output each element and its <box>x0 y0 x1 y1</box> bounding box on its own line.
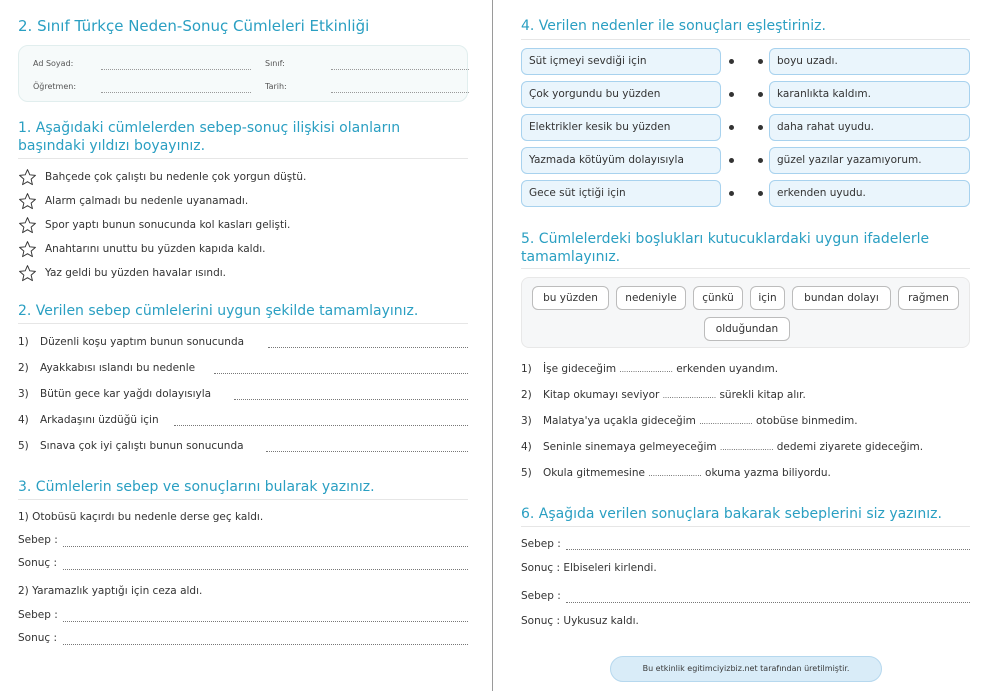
star-icon[interactable] <box>18 168 37 187</box>
cause-box[interactable]: Gece süt içtiği için <box>521 180 721 207</box>
section1-heading: 1. Aşağıdaki cümlelerden sebep-sonuç ilişkisi olanların başındaki yıldızı boyayınız. <box>18 120 401 154</box>
cause-label: Sebep : <box>521 538 561 550</box>
sentence-before: Malatya'ya uçakla gideceğim <box>543 415 696 427</box>
answer-line[interactable] <box>234 399 468 400</box>
effect-box[interactable]: erkenden uyudu. <box>769 180 970 207</box>
item-number: 3) <box>521 415 532 427</box>
sentence-before: Okula gitmemesine <box>543 467 645 479</box>
blank[interactable]: ........................ <box>662 392 717 400</box>
star-icon[interactable] <box>18 264 37 283</box>
section3-rule <box>18 499 468 500</box>
student-info-box <box>18 45 468 102</box>
right-column <box>521 0 971 691</box>
item-text: Arkadaşını üzdüğü için <box>40 414 159 426</box>
sentence-after: erkenden uyandım. <box>676 363 779 375</box>
item-number: 4) <box>18 414 29 426</box>
star-item[interactable] <box>18 263 226 283</box>
blank[interactable]: ........................ <box>699 418 753 426</box>
star-item-text: Spor yaptı bunun sonucunda kol kasları gelişti. <box>45 219 291 231</box>
word-chip[interactable]: nedeniyle <box>616 286 686 310</box>
section6-rule <box>521 526 970 527</box>
item-number: 1) <box>18 336 29 348</box>
section2-rule <box>18 323 468 324</box>
answer-line[interactable] <box>266 451 468 452</box>
left-column <box>18 0 468 691</box>
section2-heading: 2. Verilen sebep cümlelerini uygun şekilde tamamlayınız. <box>18 303 419 319</box>
sentence-before: Seninle sinemaya gelmeyeceğim <box>543 441 717 453</box>
section6-heading: 6. Aşağıda verilen sonuçlara bakarak sebeplerini siz yazınız. <box>521 506 942 522</box>
effect-match-dot[interactable] <box>758 158 763 163</box>
blank-sentence <box>521 415 970 431</box>
footer-credit[interactable]: Bu etkinlik egitimciyizbiz.net tarafından üretilmiştir. <box>610 656 882 682</box>
star-item[interactable] <box>18 167 306 187</box>
cause-match-dot[interactable] <box>729 191 734 196</box>
effect-answer-line[interactable] <box>63 644 468 645</box>
cause-match-dot[interactable] <box>729 158 734 163</box>
item-number: 4) <box>521 441 532 453</box>
info-row-1 <box>33 59 458 73</box>
word-chip[interactable]: çünkü <box>693 286 743 310</box>
item-number: 2) <box>18 362 29 374</box>
question-text: 2) Yaramazlık yaptığı için ceza aldı. <box>18 585 203 597</box>
sentence-after: otobüse binmedim. <box>755 415 858 427</box>
page-title: 2. Sınıf Türkçe Neden-Sonuç Cümleleri Etkinliği <box>18 17 370 35</box>
sentence-before: Kitap okumayı seviyor <box>543 389 660 401</box>
completion-row <box>18 336 468 352</box>
cause-answer-line[interactable] <box>63 546 468 547</box>
effect-box[interactable]: daha rahat uyudu. <box>769 114 970 141</box>
cause-label: Sebep : <box>18 534 58 546</box>
sentence-before: İşe gideceğim <box>543 363 617 375</box>
teacher-label: Öğretmen: <box>33 82 77 91</box>
sentence <box>543 363 778 375</box>
item-number: 2) <box>521 389 532 401</box>
word-chip[interactable]: bundan dolayı <box>792 286 891 310</box>
cause-label: Sebep : <box>521 590 561 602</box>
class-label: Sınıf: <box>265 59 285 68</box>
question-text: 1) Otobüsü kaçırdı bu nedenle derse geç kaldı. <box>18 511 264 523</box>
sentence <box>543 467 831 479</box>
section4-heading: 4. Verilen nedenler ile sonuçları eşleştiriniz. <box>521 18 826 34</box>
effect-text: Sonuç : Elbiseleri kirlendi. <box>521 562 657 574</box>
effect-match-dot[interactable] <box>758 191 763 196</box>
effect-box[interactable]: karanlıkta kaldım. <box>769 81 970 108</box>
item-text: Bütün gece kar yağdı dolayısıyla <box>40 388 212 400</box>
blank[interactable]: ........................ <box>619 366 673 374</box>
sentence-after: dedemi ziyarete gideceğim. <box>776 441 924 453</box>
star-item-text: Alarm çalmadı bu nedenle uyanamadı. <box>45 195 249 207</box>
blank-sentence <box>521 389 970 405</box>
effect-box[interactable]: güzel yazılar yazamıyorum. <box>769 147 970 174</box>
cause-box[interactable]: Süt içmeyi sevdiği için <box>521 48 721 75</box>
class-field[interactable] <box>331 69 469 70</box>
star-item-text: Yaz geldi bu yüzden havalar ısındı. <box>45 267 226 279</box>
name-field[interactable] <box>101 69 251 70</box>
section5-heading: 5. Cümlelerdeki boşlukları kutucuklardaki uygun ifadelerle tamamlayınız. <box>521 231 930 265</box>
word-chip[interactable]: için <box>750 286 785 310</box>
star-item[interactable] <box>18 215 290 235</box>
answer-line[interactable] <box>214 373 468 374</box>
cause-answer-line[interactable] <box>566 549 970 550</box>
sentence <box>543 389 806 401</box>
word-chip[interactable]: rağmen <box>898 286 959 310</box>
item-number: 5) <box>521 467 532 479</box>
cause-match-dot[interactable] <box>729 92 734 97</box>
effect-label: Sonuç : <box>18 557 58 569</box>
cause-label: Sebep : <box>18 609 58 621</box>
cause-match-dot[interactable] <box>729 125 734 130</box>
word-chip[interactable]: olduğundan <box>704 317 790 341</box>
effect-match-dot[interactable] <box>758 92 763 97</box>
star-icon[interactable] <box>18 216 37 235</box>
blank-sentence <box>521 441 970 457</box>
item-text: Sınava çok iyi çalıştı bunun sonucunda <box>40 440 244 452</box>
blank-sentence <box>521 467 970 483</box>
teacher-field[interactable] <box>101 92 251 93</box>
answer-line[interactable] <box>174 425 468 426</box>
sentence-after: okuma yazma biliyordu. <box>705 467 831 479</box>
cause-match-dot[interactable] <box>729 59 734 64</box>
effect-label: Sonuç : <box>18 632 58 644</box>
word-chip[interactable]: bu yüzden <box>532 286 609 310</box>
item-text: Ayakkabısı ıslandı bu nedenle <box>40 362 196 374</box>
date-field[interactable] <box>331 92 469 93</box>
effect-match-dot[interactable] <box>758 125 763 130</box>
answer-line[interactable] <box>268 347 468 348</box>
star-icon[interactable] <box>18 192 37 211</box>
star-item[interactable] <box>18 239 266 259</box>
star-item-text: Bahçede çok çalıştı bu nedenle çok yorgun düştü. <box>45 171 307 183</box>
blank[interactable]: ........................ <box>720 444 774 452</box>
star-item-text: Anahtarını unuttu bu yüzden kapıda kaldı. <box>45 243 266 255</box>
sentence-after: sürekli kitap alır. <box>719 389 806 401</box>
completion-row <box>18 440 468 456</box>
info-row-2 <box>33 82 458 96</box>
name-label: Ad Soyad: <box>33 59 74 68</box>
effect-match-dot[interactable] <box>758 59 763 64</box>
word-bank <box>521 277 970 348</box>
cause-answer-line[interactable] <box>566 602 970 603</box>
blank-sentence <box>521 363 970 379</box>
effect-text: Sonuç : Uykusuz kaldı. <box>521 615 639 627</box>
item-number: 3) <box>18 388 29 400</box>
section4-rule <box>521 39 970 40</box>
completion-row <box>18 414 468 430</box>
date-label: Tarih: <box>265 82 287 91</box>
cause-box[interactable]: Yazmada kötüyüm dolayısıyla <box>521 147 721 174</box>
page-divider <box>492 0 493 691</box>
blank[interactable]: ........................ <box>648 470 702 478</box>
cause-answer-line[interactable] <box>63 621 468 622</box>
star-item[interactable] <box>18 191 248 211</box>
completion-row <box>18 388 468 404</box>
sentence <box>543 415 858 427</box>
item-text: Düzenli koşu yaptım bunun sonucunda <box>40 336 245 348</box>
completion-row <box>18 362 468 378</box>
section5-rule <box>521 268 970 269</box>
effect-box[interactable]: boyu uzadı. <box>769 48 970 75</box>
item-number: 5) <box>18 440 29 452</box>
section1-rule <box>18 158 468 159</box>
cause-box[interactable]: Çok yorgundu bu yüzden <box>521 81 721 108</box>
sentence <box>543 441 923 453</box>
effect-answer-line[interactable] <box>63 569 468 570</box>
item-number: 1) <box>521 363 532 375</box>
star-icon[interactable] <box>18 240 37 259</box>
section3-heading: 3. Cümlelerin sebep ve sonuçlarını bularak yazınız. <box>18 479 375 495</box>
cause-box[interactable]: Elektrikler kesik bu yüzden <box>521 114 721 141</box>
